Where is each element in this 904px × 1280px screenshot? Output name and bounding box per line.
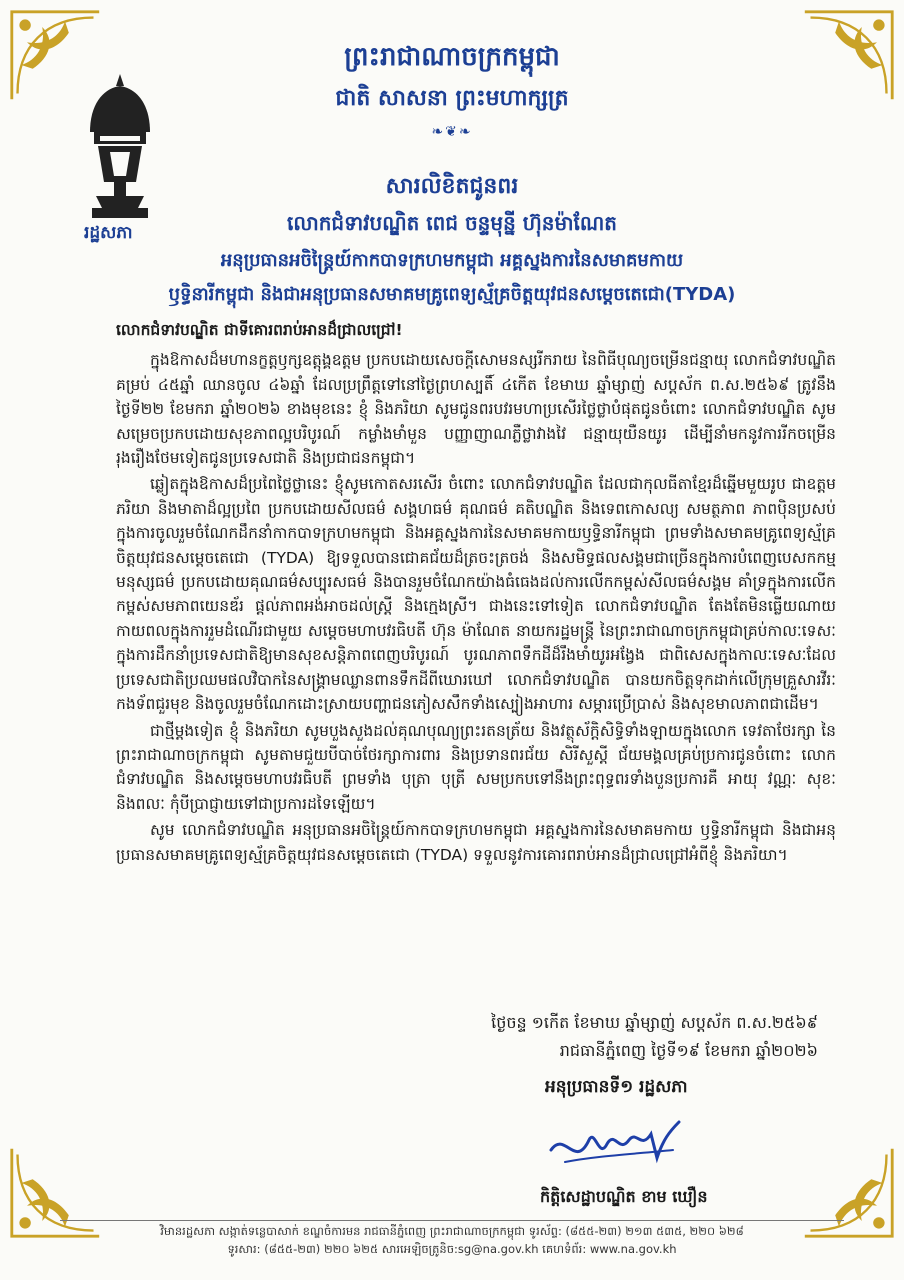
lunar-date-line: ថ្ងៃចន្ទ ១កើត ខែមាឃ ឆ្នាំម្សាញ់ សប្តស័ក ព.ស.២៥៦៩ <box>491 1013 818 1032</box>
footer-address: វិមានរដ្ឋសភា សង្កាត់ទន្លេបាសាក់ ខណ្ឌចំការមន រាជធានីភ្នំពេញ ព្រះរាជាណាចក្រកម្ពុជា ទូរស័ព្ទ: (៨៥៥-២៣) ២១៣ ៥៣៥, ២២០ ៦២៨ <box>160 1224 744 1238</box>
letter-type-title: សារលិខិតជូនពរ <box>385 174 519 199</box>
body-paragraph: សូម លោកជំទាវបណ្ឌិត អនុប្រធានអចិន្ត្រៃយ៍កាកបាទក្រហមកម្ពុជា អគ្គស្នងការនៃសមាគមកាយ ឫទ្ធិនារីកម្ពុជា និងជាអនុប្រធានសមាគមគ្រូពេទ្យស្ម័គ្រចិត្តយុវជនសម្តេចតេជោ (TYDA) ទទួលនូវការគោរពរាប់អានដ៏ជ្រាលជ្រៅអំពីខ្ញុំ និងភរិយា។ <box>116 821 836 864</box>
recipient-name: លោកជំទាវបណ្ឌិត ពេជ ចន្ទមុន្នី ហ៊ុនម៉ាណែត <box>287 211 617 235</box>
kingdom-heading: ព្រះរាជាណាចក្រកម្ពុជា <box>344 42 560 72</box>
recipient-position-line2: ឫទ្ធិនារីកម្ពុជា និងជាអនុប្រធានសមាគមគ្រូពេទ្យស្ម័គ្រចិត្តយុវជនសម្ដេចតេជោ(TYDA) <box>168 284 736 305</box>
signer-name: កិត្តិសេដ្ឋាបណ្ឌិត ខាម ឃឿន <box>540 1187 708 1206</box>
national-motto: ជាតិ សាសនា ព្រះមហាក្សត្រ <box>335 86 569 111</box>
place-date-line: រាជធានីភ្នំពេញ ថ្ងៃទី១៩ ខែមករា ឆ្នាំ២០២៦ <box>559 1041 818 1060</box>
signer-title: អនុប្រធានទី១ រដ្ឋសភា <box>545 1077 688 1097</box>
recipient-position-line1: អនុប្រធានអចិន្ត្រៃយ៍កាកបាទក្រហមកម្ពុជា អគ្គស្នងការនៃសមាគមកាយ <box>220 250 684 271</box>
footer-divider <box>60 1220 844 1221</box>
body-paragraph: ក្នុងឱកាសដ៏មហានក្ខត្តឫក្សឧត្តុង្គឧត្តម ប្រកបដោយសេចក្តីសោមនស្សរីករាយ នៃពិធីបុណ្យចម្រើនជន្មាយុ លោកជំទាវបណ្ឌិត គម្រប់ ៤៥ឆ្នាំ ឈានចូល ៤៦ឆ្នាំ ដែលប្រព្រឹត្តទៅនៅថ្ងៃព្រហស្បតិ៍ ៤កើត ខែមាឃ ឆ្នាំម្សាញ់ សប្តស័ក ព.ស.២៥៦៩ ត្រូវនឹងថ្ងៃទី២២ ខែមករា ឆ្នាំ២០២៦ ខាងមុខនេះ ខ្ញុំ និងភរិយា សូមជូនពរបវរមហាប្រសើរថ្លៃថ្លាបំផុតជូនចំពោះ លោកជំទាវបណ្ឌិត សូមសម្រេចប្រកបដោយសុខភាពល្អបរិបូរណ៍ កម្លាំងមាំមួន បញ្ញាញាណភ្លឺថ្លាវាងវៃ ជន្មាយុយឺនយូរ ដើម្បីនាំមកនូវការរីកចម្រើនរុងរឿងថែមទៀតជូនប្រទេសជាតិ និងប្រជាជនកម្ពុជា។ <box>116 351 836 468</box>
footer-contacts: ទូរសារ: (៨៥៥-២៣) ២២០ ៦២៥ សារអេឡិចត្រូនិច:sg@na.gov.kh គេហទំព័រ: www.na.gov.kh <box>227 1242 677 1256</box>
header-ornament: ❧❦❧ <box>431 124 473 140</box>
body-paragraph: ជាថ្មីម្តងទៀត ខ្ញុំ និងភរិយា សូមបួងសួងដល់គុណបុណ្យព្រះរតនត្រ័យ និងវត្ថុស័ក្តិសិទ្ធិទាំងឡាយក្នុងលោក ទេវតាថែរក្សា នៃព្រះរាជាណាចក្រកម្ពុជា សូមតាមជួយបីបាច់ថែរក្សាការពារ និងប្រទានពរជ័យ សិរីសួស្តី ជ័យមង្គលគ្រប់ប្រការជូនចំពោះ លោកជំទាវបណ្ឌិត និងសម្តេចមហាបវរធិបតី ព្រមទាំង បុត្រា បុត្រី សមប្រកបទៅនឹងព្រះពុទ្ធពរទាំងបួនប្រការគឺ អាយុ វណ្ណៈ សុខៈ និងពលៈ កុំបីប្រាជ្ញាយទៅជាប្រការដទៃឡើយ។ <box>116 721 836 813</box>
organization-label: រដ្ឋសភា <box>84 223 133 243</box>
letter-body <box>116 318 836 869</box>
handwritten-signature-icon <box>545 1110 685 1180</box>
body-paragraph: ឆ្លៀតក្នុងឱកាសដ៏ប្រពៃថ្លៃថ្លានេះ ខ្ញុំសូមកោតសរសើរ ចំពោះ លោកជំទាវបណ្ឌិត ដែលជាកុលធីតាខ្មែរដ៏ឆ្នើមមួយរូប ជាឧត្តមភរិយា និងមាតាដ៏ល្អប្រពៃ ប្រកបដោយសីលធម៌ សង្គហធម៌ គុណធម៌ គតិបណ្ឌិត និងទេពកោសល្យ សមត្ថភាព ភាពប៉ិនប្រសប់ ក្នុងការចូលរួមចំណែកដឹកនាំកាកបាទក្រហមកម្ពុជា និងអគ្គស្នងការនៃសមាគមកាយឫទ្ធិនារីកម្ពុជា ព្រមទាំងសមាគមគ្រូពេទ្យស្ម័គ្រចិត្តយុវជនសម្តេចតេជោ (TYDA) ឱ្យទទួលបានជោគជ័យដ៏ត្រចះត្រចង់ និងសមិទ្ធផលសង្គមជាច្រើនក្នុងការបំពេញបេសកកម្មមនុស្សធម៌ ប្រកបដោយគុណធម៌សប្បុរសធម៌ និងបានរួមចំណែកយ៉ាងធំធេងដល់ការលើកកម្ពស់សីលធម៌សង្គម គាំទ្រក្នុងការលើកកម្ពស់សមភាពយេនឌ័រ ផ្តល់ភាពអង់អាចដល់ស្ត្រី និងក្មេងស្រី។ ជាងនេះទៅទៀត លោកជំទាវបណ្ឌិត តែងតែមិនធ្លើយណាយកាយពលក្នុងការរួមដំណើរជាមួយ សម្តេចមហាបវរធិបតី ហ៊ុន ម៉ាណែត នាយករដ្ឋមន្ត្រី នៃព្រះរាជាណាចក្រកម្ពុជាគ្រប់កាលៈទេសៈក្នុងការដឹកនាំប្រទេសជាតិឱ្យមានសុខសន្តិភាពពេញបរិបូរណ៍ បូរណភាពទឹកដីដ៏រឹងមាំយូរអង្វែង ជាពិសេសក្នុងកាលៈទេសៈដែលប្រទេសជាតិប្រឈមផលវិបាកនៃសង្គ្រាមឈ្លានពានទឹកដីពីឃោរឃៅ លោកជំទាវបណ្ឌិត បានយកចិត្តទុកដាក់លើក្រុមគ្រួសារវីរៈកងទ័ពជួរមុខ និងចូលរួមចំណែកដោះស្រាយបញ្ហាជនភៀសសឹកទាំងស្បៀងអាហារ សម្ភារប្រើប្រាស់ និងសុខមាលភាពជាដើម។ <box>116 475 836 714</box>
greeting: លោកជំទាវបណ្ឌិត ជាទីគោរពរាប់អានដ៏ជ្រាលជ្រៅ! <box>116 321 403 339</box>
